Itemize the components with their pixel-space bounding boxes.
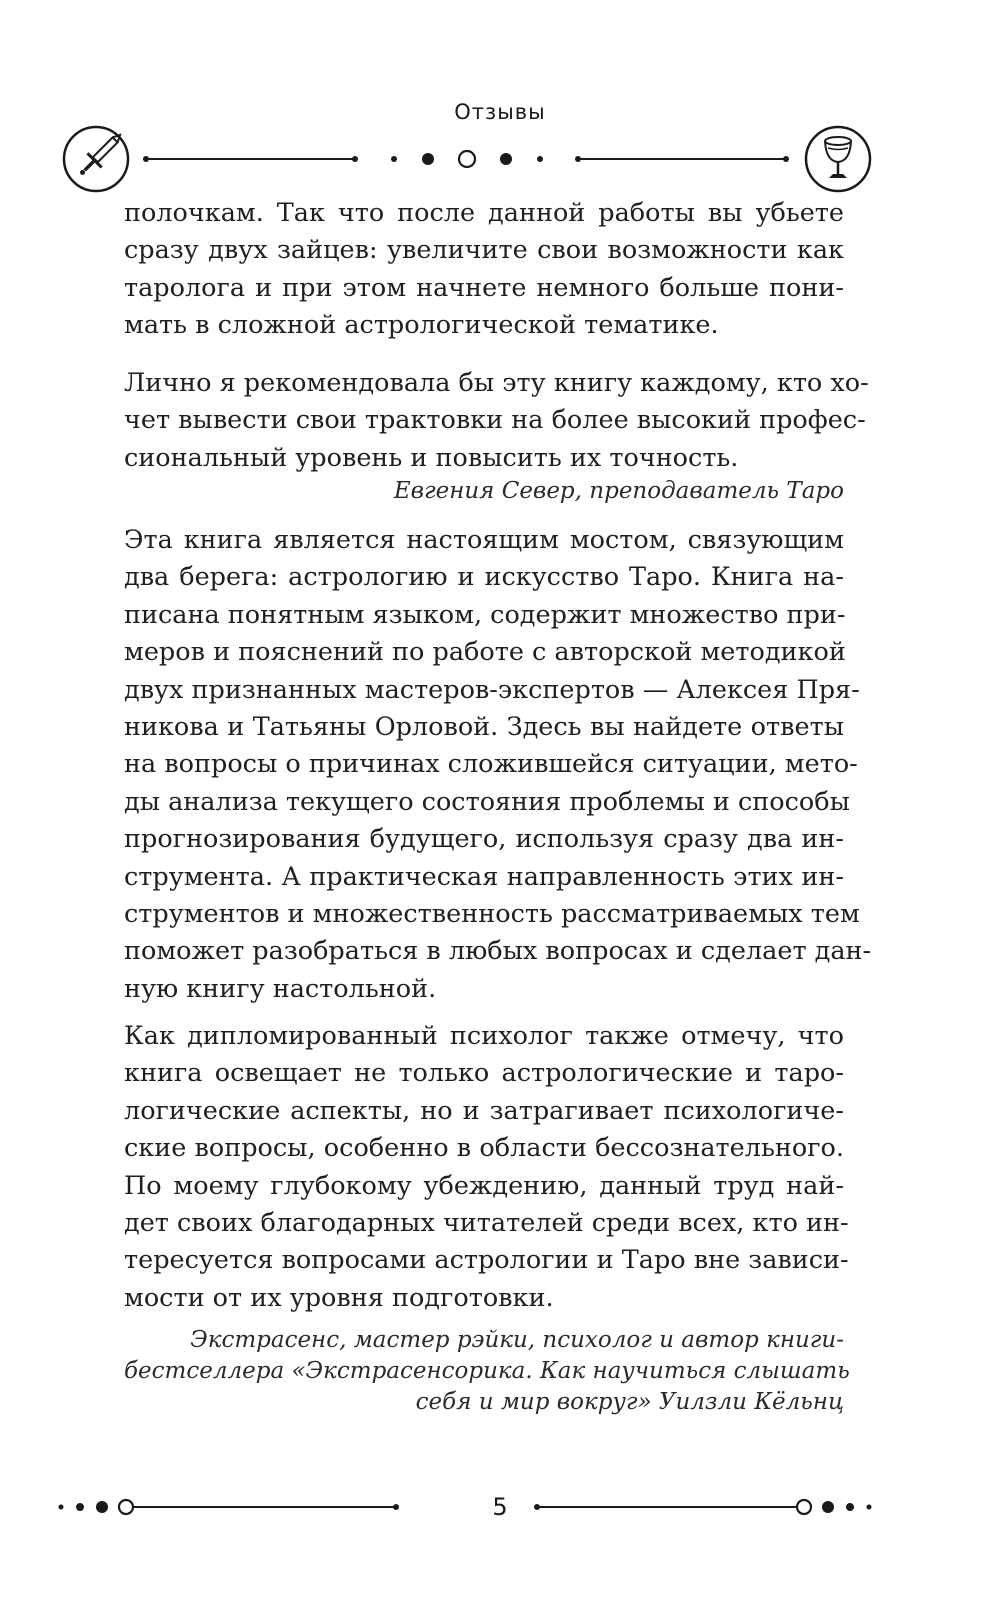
header-ornament (0, 0, 1000, 200)
text-line: дет своих благодарных читателей среди всех, кто ин- (124, 1208, 849, 1239)
center-dots (391, 151, 543, 167)
text-line: сиональный уровень и повысить их точность. (124, 442, 739, 473)
paragraph-recommendation (124, 365, 869, 477)
text-line: По моему глубокому убеждению, данный труд най- (124, 1170, 844, 1201)
attribution-line: Экстрасенс, мастер рэйки, психолог и автор книги- (190, 1327, 844, 1353)
text-line: меров и пояснений по работе с авторской методикой (124, 637, 846, 668)
paragraph-psychologist (124, 1018, 849, 1317)
paragraph-review-bridge (124, 522, 872, 1008)
text-line: логические аспекты, но и затрагивает психологиче- (124, 1095, 844, 1126)
attribution-line: бестселлера «Экстрасенсорика. Как научиться слышать (124, 1358, 850, 1384)
text-line: поможет разобраться в любых вопросах и сделает дан- (124, 936, 872, 967)
chalice-icon (806, 127, 870, 191)
text-line: писана понятным языком, содержит множество при- (124, 599, 846, 630)
text-line: два берега: астрологию и искусство Таро. Книга на- (124, 562, 844, 593)
text-line: струмента. А практическая направленность этих ин- (124, 861, 844, 892)
attribution-1 (124, 476, 844, 507)
page-number: 5 (492, 1493, 508, 1521)
running-header: Отзывы (454, 100, 546, 124)
text-line: таролога и при этом начнете немного больше пони- (124, 272, 844, 303)
text-line: полочкам. Так что после данной работы вы убьете (124, 198, 844, 228)
text-line: двух признанных мастеров-экспертов — Алексея Пря- (124, 674, 860, 705)
attribution-line: Евгения Север, преподаватель Таро (393, 478, 844, 504)
text-line: ды анализа текущего состояния проблемы и способы (124, 786, 850, 817)
text-line: прогнозирования будущего, используя сразу два ин- (124, 824, 844, 855)
paragraph-continuation (124, 195, 844, 345)
text-line: сразу двух зайцев: увеличите свои возможности как (124, 235, 844, 266)
text-line: чет вывести свои трактовки на более высокий профес- (124, 405, 866, 436)
text-line: ную книгу настольной. (124, 973, 437, 1004)
text-line: книга освещает не только астрологические и таро- (124, 1058, 844, 1089)
text-line: мать в сложной астрологической тематике. (124, 310, 719, 341)
attribution-line: себя и мир вокруг» Уилзли Кёльнц (415, 1389, 844, 1415)
text-line: на вопросы о причинах сложившейся ситуации, мето- (124, 749, 858, 780)
text-line: Как дипломированный психолог также отмечу, что (124, 1021, 844, 1051)
text-line: мости от их уровня подготовки. (124, 1282, 554, 1313)
text-line: Эта книга является настоящим мостом, связующим (124, 525, 844, 555)
text-line: Лично я рекомендовала бы эту книгу каждому, кто хо- (124, 368, 869, 398)
sword-icon (64, 127, 128, 191)
text-line: никова и Татьяны Орловой. Здесь вы найдете ответы (124, 712, 844, 743)
text-line: струментов и множественность рассматриваемых тем (124, 899, 860, 930)
text-line: ские вопросы, особенно в области бессознательного. (124, 1133, 844, 1164)
attribution-2 (124, 1325, 850, 1418)
text-line: тересуется вопросами астрологии и Таро вне завиcи- (124, 1245, 849, 1276)
